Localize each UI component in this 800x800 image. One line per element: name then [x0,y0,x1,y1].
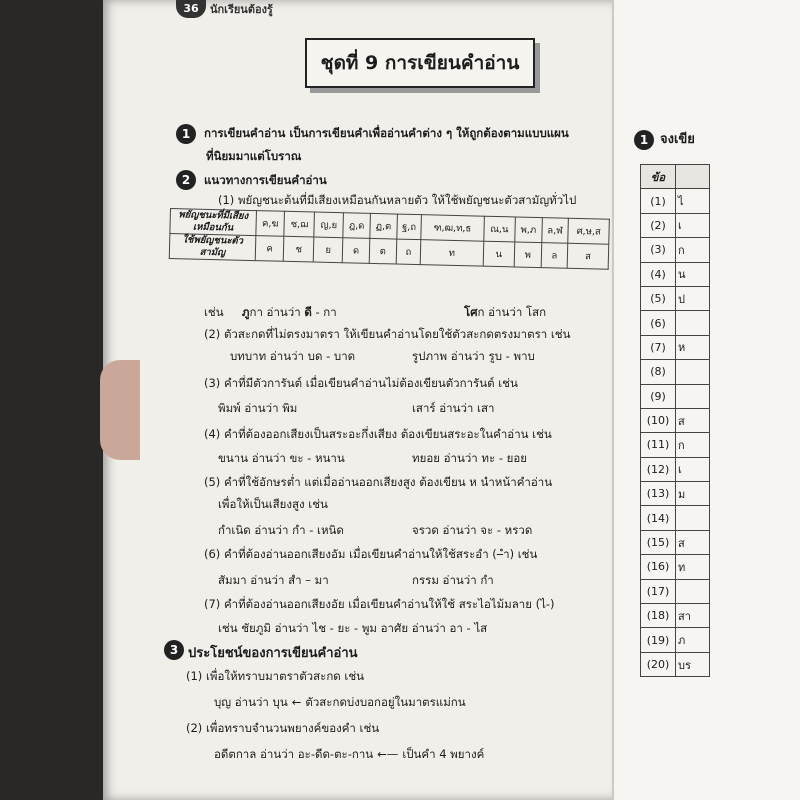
table-cell: เ [676,213,710,237]
section2-item7: (7) คำที่ต้องอ่านออกเสียงอัย เมื่อเขียนคำอ่านให้ใช้ สระไอไม้มลาย (ไ-) [204,597,555,611]
example-3b: เสาร์ อ่านว่า เสา [412,401,495,415]
table-cell: (17) [641,579,676,603]
exercise-table [640,164,710,677]
table-cell: (14) [641,506,676,530]
table-row [641,482,710,506]
table-row [641,286,710,310]
thumb [100,360,140,460]
page-number: 36 [176,0,206,18]
section-number-2: 2 [176,170,196,190]
table-header-cell: ข้อ [641,165,676,189]
section1-line2: ที่นิยมมาแต่โบราณ [206,149,302,163]
table-cell: พ [514,242,541,268]
table-cell: ค [255,236,284,262]
example-text: อดีตกาล อ่านว่า อะ-ดีด-ตะ-กาน [214,747,374,761]
table-cell: (18) [641,604,676,628]
table-cell [676,579,710,603]
table-row [641,433,710,457]
table-cell: ส [567,243,608,269]
section2-item5b: เพื่อให้เป็นเสียงสูง เช่น [218,497,328,511]
arrow-left-icon: ← [291,695,302,709]
table-cell: ท [420,240,483,267]
table-cell [676,360,710,384]
table-cell: ภ [676,628,710,652]
table-header-cell: พยัญชนะที่มีเสียงเหมือนกัน [170,209,257,236]
section-number-1: 1 [176,124,196,144]
table-cell: ก [676,238,710,262]
table-cell [676,506,710,530]
table-cell: ไ [676,189,710,213]
example-line-1 [204,304,546,322]
section2-heading: แนวทางการเขียนคำอ่าน [204,173,327,187]
table-cell: (7) [641,335,676,359]
table-row [641,555,710,579]
example-2a: บทบาท อ่านว่า บด - บาด [230,349,356,363]
table-cell: ฎ,ด [343,213,370,239]
example-6b: กรรม อ่านว่า กำ [412,573,494,587]
example-4a: ขนาน อ่านว่า ขะ - หนาน [218,451,345,465]
table-cell: ส [676,408,710,432]
table-cell: ฏ,ต [370,213,397,239]
section2-item2: (2) ตัวสะกดที่ไม่ตรงมาตรา ให้เขียนคำอ่านโดยใช้ตัวสะกดตรงมาตรา เช่น [204,327,571,341]
example-7: เช่น ชัยภูมิ อ่านว่า ไช - ยะ - พูม อาศัย อ่านว่า อา - ไส [218,621,488,635]
table-cell: ส [676,530,710,554]
table-cell: พ,ภ [515,217,542,243]
table-cell: (4) [641,262,676,286]
example-3a: พิมพ์ อ่านว่า พิม [218,401,298,415]
consonant-table [169,208,610,270]
table-cell: (6) [641,311,676,335]
table-cell: ถ [396,239,421,265]
table-cell: เ [676,457,710,481]
example-bold: ดี [304,305,312,319]
example-text: ก อ่านว่า โสก [477,305,547,319]
table-row [641,652,710,676]
table-cell: ญ,ย [314,212,343,238]
table-cell [676,384,710,408]
table-cell: (20) [641,652,676,676]
section2-item6: (6) คำที่ต้องอ่านออกเสียงอัม เมื่อเขียนคำอ่านให้ใช้สระอำ (–ำ) เช่น [204,547,538,561]
table-cell: ย [314,237,343,263]
arrow-left-icon: ←— [377,747,399,761]
running-head: นักเรียนต้องรู้ [210,3,273,16]
table-cell: (2) [641,213,676,237]
example-4b: ทยอย อ่านว่า ทะ - ยอย [412,451,528,465]
section-number-3: 3 [164,640,184,660]
table-cell: ฑ,ฒ,ท,ธ [421,215,484,242]
example-5b: จรวด อ่านว่า จะ - หรวด [412,523,533,537]
table-cell: ศ,ษ,ส [568,218,609,244]
table-cell: บร [676,652,710,676]
table-cell: ม [676,482,710,506]
example-text: กา อ่านว่า [249,305,301,319]
exercise-number-1: 1 [634,130,654,150]
table-cell: ป [676,286,710,310]
table-cell: (10) [641,408,676,432]
table-row [641,457,710,481]
table-row [641,335,710,359]
table-cell: (5) [641,286,676,310]
table-cell: (15) [641,530,676,554]
section3-item1: (1) เพื่อให้ทราบมาตราตัวสะกด เช่น [186,669,365,683]
table-row [641,311,710,335]
table-cell: (11) [641,433,676,457]
table-row [641,360,710,384]
table-cell: น [483,241,515,267]
table-header-cell: ใช้พยัญชนะตัวสามัญ [169,234,256,261]
example-bold: ภู [241,305,250,319]
table-cell: ท [676,555,710,579]
example-5a: กำเนิด อ่านว่า กำ - เหนิด [218,523,344,537]
table-cell [676,311,710,335]
example-6a: สัมมา อ่านว่า สำ – มา [218,573,329,587]
table-row [641,579,710,603]
table-cell: ล [541,243,568,269]
table-header-cell [676,165,710,189]
table-cell: (1) [641,189,676,213]
table-row [641,189,710,213]
example-text: เช่น [204,305,224,319]
benefit-example-2 [214,746,484,764]
table-cell: (19) [641,628,676,652]
table-cell: ห [676,335,710,359]
table-cell: (8) [641,360,676,384]
section3-heading: ประโยชน์ของการเขียนคำอ่าน [188,646,358,661]
example-bold: โศ [464,305,478,319]
table-cell: (13) [641,482,676,506]
table-cell: (9) [641,384,676,408]
table-cell: (12) [641,457,676,481]
section2-item1: (1) พยัญชนะต้นที่มีเสียงเหมือนกันหลายตัว ให้ใช้พยัญชนะตัวสามัญทั่วไป [218,193,577,207]
table-cell: ฐ,ถ [397,214,422,240]
table-cell: ต [369,238,396,264]
section2-item5a: (5) คำที่ใช้อักษรต่ำ แต่เมื่ออ่านออกเสียงสูง ต้องเขียน ห นำหน้าคำอ่าน [204,475,553,489]
table-cell: ด [342,238,369,264]
table-row [641,262,710,286]
example-note: ตัวสะกดบ่งบอกอยู่ในมาตรแม่กน [305,695,466,709]
section3-item2: (2) เพื่อทราบจำนวนพยางค์ของคำ เช่น [186,721,380,735]
table-row [641,213,710,237]
table-row [641,530,710,554]
benefit-example-1 [214,694,466,712]
example-text: - กา [311,305,337,319]
table-cell: ช [283,236,314,262]
table-cell: ณ,น [483,216,515,242]
table-row [641,408,710,432]
table-row [641,165,710,189]
section1-line1: การเขียนคำอ่าน เป็นการเขียนคำเพื่ออ่านคำต่าง ๆ ให้ถูกต้องตามแบบแผน [204,126,569,140]
page-title: ชุดที่ 9 การเขียนคำอ่าน [305,38,535,88]
table-cell: (3) [641,238,676,262]
table-cell: น [676,262,710,286]
table-row [641,506,710,530]
table-cell: (16) [641,555,676,579]
example-note: เป็นคำ 4 พยางค์ [402,747,485,761]
section2-item4: (4) คำที่ต้องออกเสียงเป็นสระอะกึ่งเสียง ต้องเขียนสระอะในคำอ่าน เช่น [204,427,552,441]
table-cell: ค,ฆ [256,211,285,237]
example-2b: รูปภาพ อ่านว่า รูบ - พาบ [412,349,535,363]
table-row [641,604,710,628]
example-text: บุญ อ่านว่า บุน [214,695,288,709]
table-row [641,628,710,652]
table-cell: ก [676,433,710,457]
section2-item3: (3) คำที่มีตัวการันต์ เมื่อเขียนคำอ่านไม่ต้องเขียนตัวการันต์ เช่น [204,376,518,390]
table-row [641,238,710,262]
exercise-instruction: จงเขีย [660,132,695,147]
table-cell: ล,ฬ [542,218,569,244]
table-cell: ช,ฌ [284,211,315,237]
table-row [641,384,710,408]
table-cell: สา [676,604,710,628]
